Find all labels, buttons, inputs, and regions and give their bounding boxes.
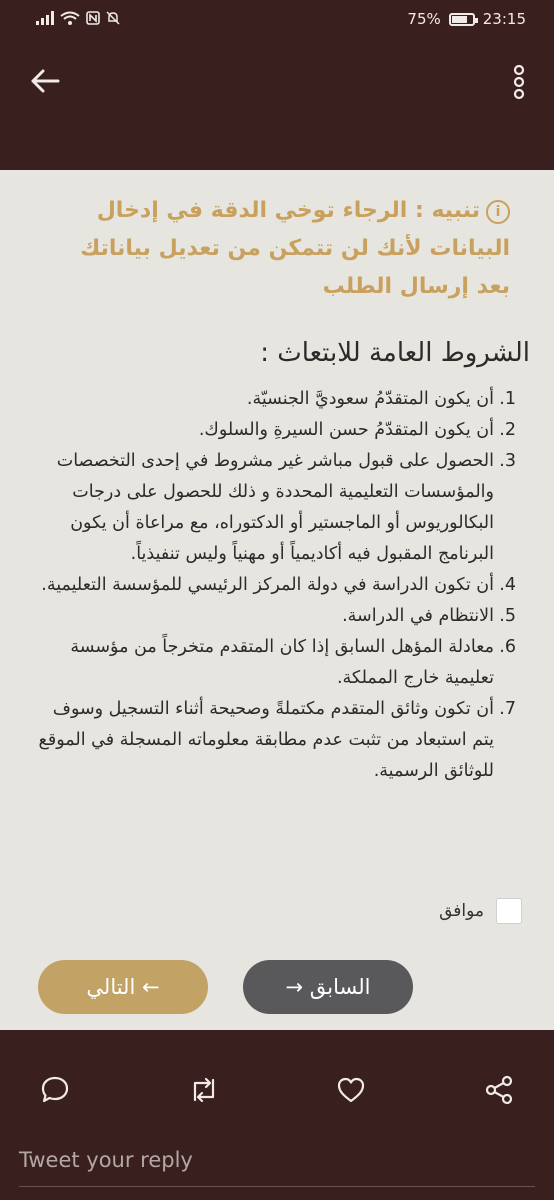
agree-label: موافق <box>439 901 484 921</box>
app-bar <box>0 40 554 170</box>
next-button[interactable]: التالي ← <box>38 960 208 1014</box>
more-vertical-icon[interactable] <box>512 64 526 100</box>
reply-input[interactable]: Tweet your reply <box>19 1148 193 1172</box>
terms-title: الشروط العامة للابتعاث : <box>260 338 530 368</box>
heart-icon[interactable] <box>335 1074 367 1106</box>
status-icons <box>36 11 120 25</box>
term-item: 7. أن تكون وثائق المتقدم مكتملةً وصحيحة أثناء التسجيل وسوف يتم استبعاد من تثبت عدم مطابقة معلوماته المسجلة في الموقع للوثائق الرسمية. <box>38 699 516 781</box>
form-content <box>0 170 554 1030</box>
term-item: 4. أن تكون الدراسة في دولة المركز الرئيسي للمؤسسة التعليمية. <box>41 575 516 595</box>
mute-icon <box>106 11 120 25</box>
term-item: 3. الحصول على قبول مباشر غير مشروط في إحدى التخصصات والمؤسسات التعليمية المحددة و ذلك للحصول على درجات البكالوريوس أو الماجستير أو الدكتوراه، مع مراعاة أن يكون البرنامج المقبول فيه أكاديمياً أو مهنياً وليس تنفيذياً. <box>56 451 516 564</box>
agree-row[interactable] <box>439 898 522 924</box>
arrow-left-icon[interactable] <box>28 64 62 98</box>
comment-icon[interactable] <box>39 1074 71 1106</box>
warning-text: تنبيه : الرجاء توخي الدقة في إدخال البيانات لأنك لن تتمكن من تعديل بياناتك بعد إرسال الطلب <box>80 198 510 299</box>
terms-list <box>36 384 516 787</box>
status-bar <box>0 0 554 40</box>
battery-icon <box>449 13 475 26</box>
battery-percent: 75% <box>407 10 441 28</box>
warning-notice <box>40 192 510 306</box>
retweet-icon[interactable] <box>188 1074 220 1106</box>
term-item: 5. الانتظام في الدراسة. <box>342 606 516 626</box>
clock: 23:15 <box>482 10 526 28</box>
info-icon: i <box>486 200 510 224</box>
share-icon[interactable] <box>483 1074 515 1106</box>
term-item: 1. أن يكون المتقدّمُ سعوديَّ الجنسيّة. <box>246 389 516 409</box>
nfc-icon <box>86 11 100 25</box>
agree-checkbox[interactable] <box>496 898 522 924</box>
wifi-icon <box>60 11 80 25</box>
reply-underline <box>19 1186 535 1187</box>
previous-button[interactable]: → السابق <box>243 960 413 1014</box>
term-item: 2. أن يكون المتقدّمُ حسن السيرةِ والسلوك. <box>198 420 516 440</box>
term-item: 6. معادلة المؤهل السابق إذا كان المتقدم متخرجاً من مؤسسة تعليمية خارج المملكة. <box>70 637 516 688</box>
signal-icon <box>36 11 54 25</box>
tweet-actions-bar <box>0 1030 554 1200</box>
